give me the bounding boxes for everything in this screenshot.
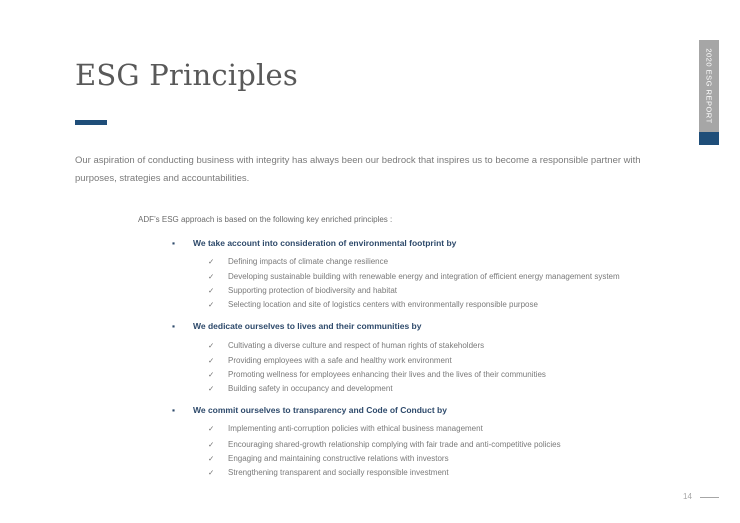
list-item-text: Supporting protection of biodiversity and habitat [228, 286, 397, 295]
list-item-text: Engaging and maintaining constructive relations with investors [228, 454, 449, 463]
list-item-text: Building safety in occupancy and development [228, 384, 393, 393]
square-bullet-icon: ▪ [172, 321, 176, 331]
square-bullet-icon: ▪ [172, 405, 176, 415]
list-item-text: Defining impacts of climate change resilience [228, 257, 389, 266]
page-number: 14 [683, 492, 692, 501]
list-item-text: Selecting location and site of logistics centers with environmentally responsible purpose [228, 300, 538, 309]
side-tab-accent [699, 132, 719, 145]
section-heading-text: We commit ourselves to transparency and Code of Conduct by [193, 405, 447, 415]
list-item-text: Strengthening transparent and socially responsible investment [228, 468, 449, 477]
page-title: ESG Principles [75, 58, 298, 92]
section-heading-text: We take account into consideration of environmental footprint by [193, 238, 457, 248]
checkmark-icon: ✓ [208, 468, 215, 477]
list-item-text: Cultivating a diverse culture and respect of human rights of stakeholders [228, 341, 485, 350]
side-tab [699, 40, 719, 132]
list-item-text: Promoting wellness for employees enhancing their lives and the lives of their communities [228, 370, 546, 379]
checkmark-icon: ✓ [208, 440, 215, 449]
checkmark-icon: ✓ [208, 257, 215, 266]
checkmark-icon: ✓ [208, 341, 215, 350]
checkmark-icon: ✓ [208, 454, 215, 463]
checkmark-icon: ✓ [208, 300, 215, 309]
checkmark-icon: ✓ [208, 356, 215, 365]
list-item-text: Implementing anti-corruption policies with ethical business management [228, 424, 483, 433]
page-number-rule [700, 497, 719, 498]
checkmark-icon: ✓ [208, 384, 215, 393]
checkmark-icon: ✓ [208, 370, 215, 379]
checkmark-icon: ✓ [208, 424, 215, 433]
list-item-text: Providing employees with a safe and healthy work environment [228, 356, 452, 365]
intro-paragraph: Our aspiration of conducting business with integrity has always been our bedrock that inspires us to become a responsible partner with purposes, strategies and accountabilities. [75, 155, 641, 184]
list-item-text: Encouraging shared-growth relationship complying with fair trade and anti-competitive policies [228, 440, 561, 449]
square-bullet-icon: ▪ [172, 238, 176, 248]
checkmark-icon: ✓ [208, 286, 215, 295]
title-underline [75, 120, 107, 125]
side-tab-label: 2020 ESG REPORT [704, 48, 714, 124]
checkmark-icon: ✓ [208, 272, 215, 281]
section-heading-text: We dedicate ourselves to lives and their communities by [193, 321, 422, 331]
list-item-text: Developing sustainable building with renewable energy and integration of efficient energy management system [228, 272, 620, 281]
lead-sentence: ADF’s ESG approach is based on the following key enriched principles : [138, 215, 393, 224]
